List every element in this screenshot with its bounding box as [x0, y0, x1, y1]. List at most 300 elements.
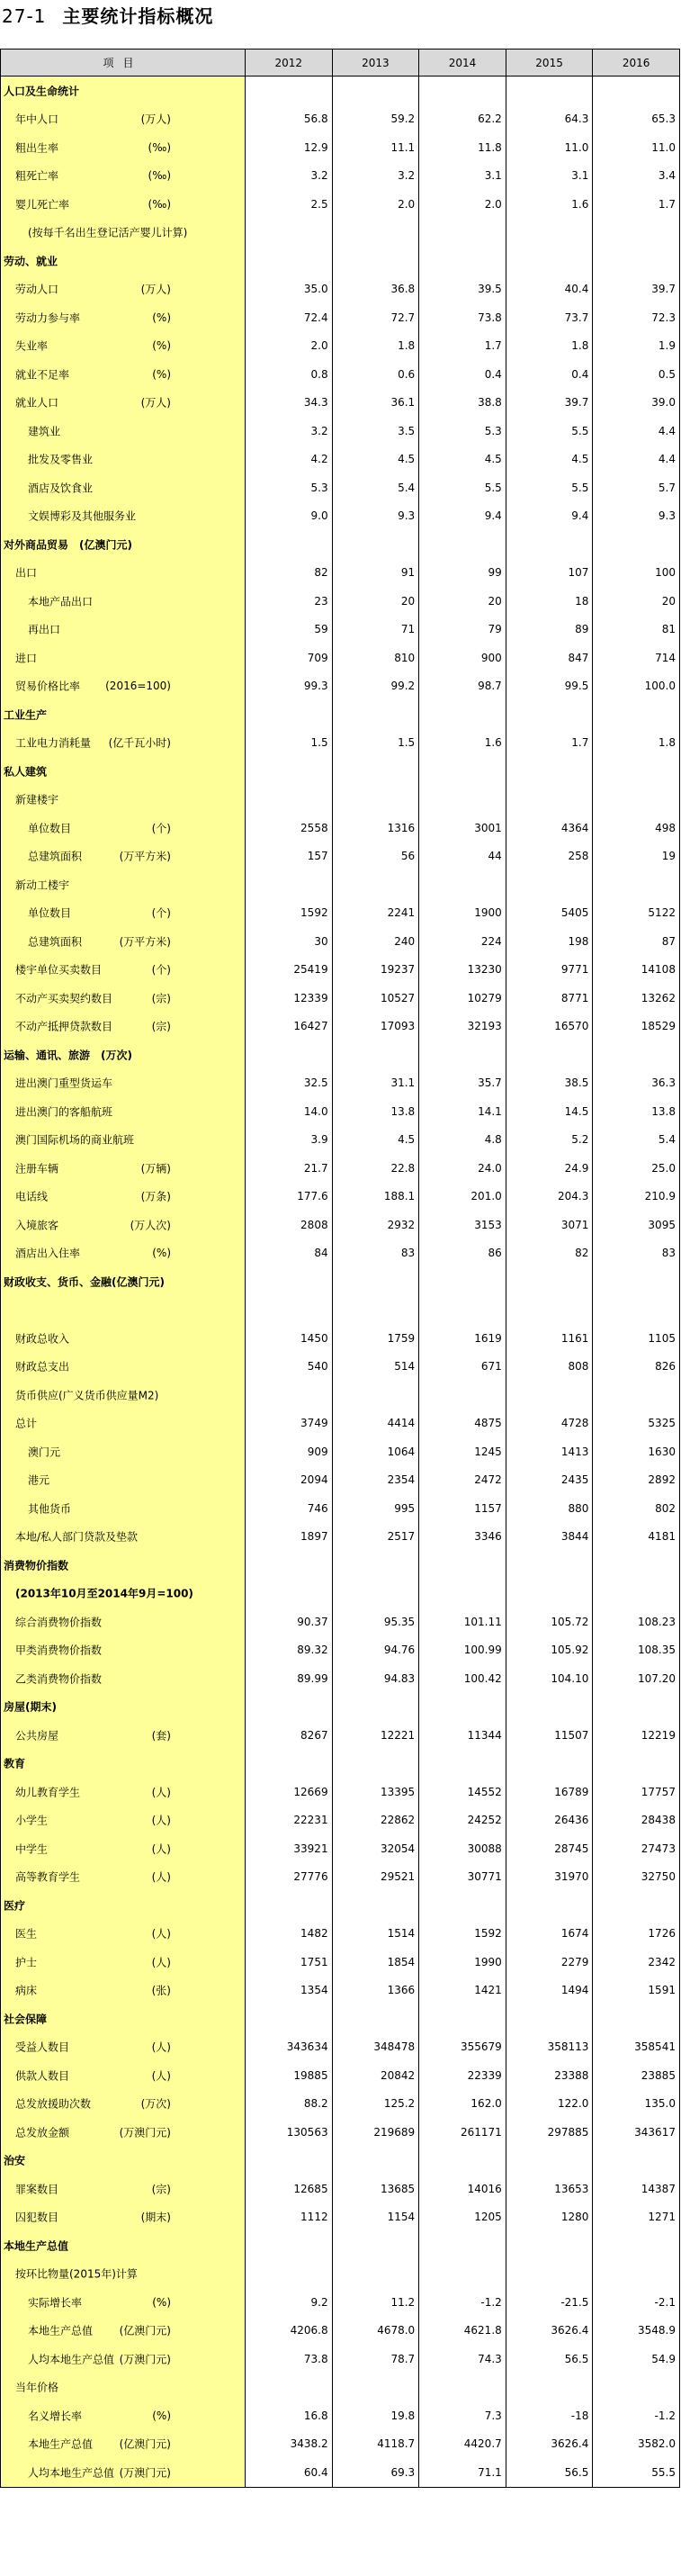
value-cell: 36.1: [332, 389, 419, 418]
table-row: [1, 2203, 680, 2232]
value-cell: 60.4: [246, 2458, 333, 2487]
value-cell: [246, 1693, 333, 1722]
value-cell: 1161: [506, 1324, 593, 1353]
value-cell: [506, 1551, 593, 1580]
value-cell: 9.0: [246, 502, 333, 531]
value-cell: 22.8: [332, 1154, 419, 1183]
value-cell: [246, 700, 333, 729]
section-row: [1, 1040, 680, 1069]
row-label: 单位数目: [28, 822, 72, 835]
value-cell: 714: [593, 644, 680, 672]
table-row: [1, 1183, 680, 1211]
value-cell: 28438: [593, 1806, 680, 1835]
value-cell: 19.8: [332, 2401, 419, 2430]
value-cell: 71: [332, 616, 419, 644]
row-label: 文娱博彩及其他服务业: [28, 509, 137, 523]
value-cell: [419, 2260, 506, 2289]
value-cell: [593, 2373, 680, 2402]
table-row: [1, 162, 680, 191]
value-cell: 1157: [419, 1494, 506, 1523]
row-label-cell: [1, 389, 246, 418]
value-cell: 157: [246, 842, 333, 871]
value-cell: [246, 1551, 333, 1580]
row-label: 治安: [4, 2154, 26, 2167]
row-label-cell: [1, 77, 246, 105]
value-cell: 3844: [506, 1523, 593, 1552]
value-cell: 5.3: [246, 473, 333, 502]
row-label-cell: [1, 2401, 246, 2430]
row-label-cell: [1, 1920, 246, 1949]
row-label: 就业不足率: [15, 368, 70, 382]
value-cell: 100: [593, 559, 680, 588]
value-cell: 198: [506, 927, 593, 956]
value-cell: 16570: [506, 1013, 593, 1041]
row-label-cell: [1, 360, 246, 389]
value-cell: 26436: [506, 1806, 593, 1835]
value-cell: 709: [246, 644, 333, 672]
row-label: 新建楼宇: [15, 793, 59, 806]
value-cell: [246, 1580, 333, 1608]
table-row: [1, 360, 680, 389]
row-label-cell: [1, 1834, 246, 1863]
table-row: [1, 1381, 680, 1410]
row-unit: (个): [151, 906, 171, 920]
row-unit: (期末): [140, 2211, 171, 2224]
value-cell: 3153: [419, 1211, 506, 1239]
row-label-cell: [1, 2373, 246, 2402]
value-cell: 72.4: [246, 303, 333, 332]
value-cell: 1591: [593, 1977, 680, 2005]
value-cell: 995: [332, 1494, 419, 1523]
value-cell: 3626.4: [506, 2317, 593, 2346]
value-cell: 13653: [506, 2175, 593, 2203]
row-label: 幼儿教育学生: [15, 1786, 81, 1799]
value-cell: 73.8: [419, 303, 506, 332]
table-row: [1, 1013, 680, 1041]
value-cell: [419, 700, 506, 729]
value-cell: 105.92: [506, 1636, 593, 1665]
value-cell: 880: [506, 1494, 593, 1523]
table-row: [1, 2118, 680, 2147]
row-label-cell: [1, 1410, 246, 1438]
value-cell: 84: [246, 1239, 333, 1268]
row-unit: (人): [151, 1870, 171, 1884]
value-cell: 83: [332, 1239, 419, 1268]
row-label-cell: [1, 1523, 246, 1552]
value-cell: 98.7: [419, 672, 506, 701]
value-cell: 38.5: [506, 1069, 593, 1098]
value-cell: 1105: [593, 1324, 680, 1353]
row-label-cell: [1, 247, 246, 275]
row-unit: (万澳门元): [119, 2353, 171, 2366]
value-cell: [332, 700, 419, 729]
row-unit: (亿澳门元): [119, 2324, 171, 2337]
value-cell: 11.2: [332, 2288, 419, 2317]
row-label: 综合消费物价指数: [15, 1616, 103, 1629]
row-label-cell: [1, 2090, 246, 2119]
value-cell: 3438.2: [246, 2430, 333, 2459]
value-cell: 1.7: [506, 729, 593, 758]
value-cell: 3.2: [332, 162, 419, 191]
value-cell: 82: [506, 1239, 593, 1268]
table-row: [1, 2260, 680, 2289]
row-label: 港元: [28, 1473, 50, 1487]
value-cell: [506, 1580, 593, 1608]
value-cell: 21.7: [246, 1154, 333, 1183]
value-cell: [506, 1750, 593, 1779]
value-cell: 11.1: [332, 133, 419, 162]
value-cell: [593, 2231, 680, 2260]
value-cell: 348478: [332, 2033, 419, 2062]
value-cell: 4181: [593, 1523, 680, 1552]
row-label-cell: [1, 2004, 246, 2033]
row-label-cell: [1, 757, 246, 786]
row-label-cell: [1, 1013, 246, 1041]
value-cell: 20: [593, 587, 680, 616]
row-unit: (‰): [148, 140, 171, 154]
value-cell: 94.83: [332, 1664, 419, 1693]
value-cell: [419, 2373, 506, 2402]
value-cell: [246, 530, 333, 559]
value-cell: 4118.7: [332, 2430, 419, 2459]
row-label-cell: [1, 672, 246, 701]
value-cell: [332, 1040, 419, 1069]
value-cell: 14.0: [246, 1097, 333, 1126]
table-number: 27-1: [2, 5, 47, 27]
value-cell: 64.3: [506, 105, 593, 134]
value-cell: 3.2: [246, 417, 333, 446]
value-cell: [593, 1750, 680, 1779]
value-cell: 17093: [332, 1013, 419, 1041]
value-cell: [593, 870, 680, 899]
value-cell: 343634: [246, 2033, 333, 2062]
value-cell: 3.1: [419, 162, 506, 191]
value-cell: 78.7: [332, 2345, 419, 2373]
value-cell: [593, 1693, 680, 1722]
value-cell: [593, 77, 680, 105]
value-cell: [593, 247, 680, 275]
row-label: 注册车辆: [15, 1162, 59, 1175]
row-label-cell: [1, 2033, 246, 2062]
value-cell: [419, 870, 506, 899]
value-cell: [246, 1267, 333, 1296]
row-label: 贸易价格比率: [15, 680, 81, 693]
table-row: [1, 2345, 680, 2373]
value-cell: 27776: [246, 1863, 333, 1892]
table-row: [1, 899, 680, 928]
value-cell: 81: [593, 616, 680, 644]
value-cell: 107.20: [593, 1664, 680, 1693]
table-row: [1, 2458, 680, 2487]
row-unit: (个): [151, 822, 171, 835]
value-cell: [246, 1750, 333, 1779]
value-cell: 40.4: [506, 275, 593, 304]
row-unit: (人): [151, 2040, 171, 2054]
row-label-cell: [1, 587, 246, 616]
value-cell: 130563: [246, 2118, 333, 2147]
value-cell: 32054: [332, 1834, 419, 1863]
row-label-cell: [1, 1608, 246, 1636]
row-label: 批发及零售业: [28, 453, 94, 466]
value-cell: 4.5: [332, 446, 419, 474]
value-cell: 19885: [246, 2061, 333, 2090]
row-label-cell: [1, 219, 246, 248]
value-cell: 1759: [332, 1324, 419, 1353]
table-row: [1, 814, 680, 842]
value-cell: 746: [246, 1494, 333, 1523]
value-cell: 108.35: [593, 1636, 680, 1665]
row-label: 就业人口: [15, 396, 59, 410]
row-unit: (人): [151, 1927, 171, 1941]
row-label-cell: [1, 729, 246, 758]
row-label: 乙类消费物价指数: [15, 1672, 103, 1686]
row-unit: (万平方米): [119, 850, 171, 863]
table-row: [1, 1126, 680, 1155]
statistics-table: [0, 49, 680, 2488]
row-label-cell: [1, 1580, 246, 1608]
value-cell: 12685: [246, 2175, 333, 2203]
value-cell: 9.3: [332, 502, 419, 531]
value-cell: 5.4: [593, 1126, 680, 1155]
table-row: [1, 842, 680, 871]
value-cell: 355679: [419, 2033, 506, 2062]
table-row: [1, 587, 680, 616]
table-header-row: [1, 50, 680, 77]
value-cell: 11.0: [506, 133, 593, 162]
table-row: [1, 644, 680, 672]
row-label-cell: [1, 1977, 246, 2005]
value-cell: 2472: [419, 1466, 506, 1495]
value-cell: 20: [419, 587, 506, 616]
table-row: [1, 870, 680, 899]
row-label-cell: [1, 530, 246, 559]
value-cell: 9.3: [593, 502, 680, 531]
value-cell: 65.3: [593, 105, 680, 134]
table-row: [1, 417, 680, 446]
section-row: [1, 2004, 680, 2033]
value-cell: 1.8: [506, 332, 593, 361]
value-cell: 73.8: [246, 2345, 333, 2373]
value-cell: 258: [506, 842, 593, 871]
value-cell: -18: [506, 2401, 593, 2430]
row-label-cell: [1, 275, 246, 304]
row-label: 出口: [15, 566, 38, 580]
value-cell: 0.4: [419, 360, 506, 389]
row-label-cell: [1, 786, 246, 815]
table-row: [1, 2175, 680, 2203]
value-cell: 1112: [246, 2203, 333, 2232]
table-row: [1, 2090, 680, 2119]
value-cell: 35.7: [419, 1069, 506, 1098]
row-label: 入境旅客: [15, 1219, 59, 1232]
value-cell: 0.6: [332, 360, 419, 389]
table-row: [1, 1466, 680, 1495]
value-cell: 2517: [332, 1523, 419, 1552]
value-cell: 94.76: [332, 1636, 419, 1665]
value-cell: 100.99: [419, 1636, 506, 1665]
value-cell: 210.9: [593, 1183, 680, 1211]
value-cell: 5.4: [332, 473, 419, 502]
row-label: 总发放金额: [15, 2126, 70, 2139]
section-row: [1, 2231, 680, 2260]
table-row: [1, 219, 680, 248]
value-cell: [246, 1296, 333, 1325]
value-cell: 83: [593, 1239, 680, 1268]
value-cell: 177.6: [246, 1183, 333, 1211]
value-cell: 5325: [593, 1410, 680, 1438]
table-row: [1, 1778, 680, 1806]
value-cell: 122.0: [506, 2090, 593, 2119]
value-cell: 14108: [593, 956, 680, 985]
value-cell: 99.5: [506, 672, 593, 701]
row-label-cell: [1, 1154, 246, 1183]
value-cell: 39.5: [419, 275, 506, 304]
header-year: 2012: [246, 50, 333, 77]
value-cell: 32.5: [246, 1069, 333, 1098]
value-cell: 39.0: [593, 389, 680, 418]
row-label-cell: [1, 927, 246, 956]
table-row: [1, 559, 680, 588]
value-cell: [332, 1296, 419, 1325]
row-label-cell: [1, 1863, 246, 1892]
row-label-cell: [1, 2345, 246, 2373]
row-label-cell: [1, 105, 246, 134]
row-label-cell: [1, 1551, 246, 1580]
value-cell: 44: [419, 842, 506, 871]
value-cell: [593, 2004, 680, 2033]
value-cell: [506, 2004, 593, 2033]
value-cell: 13.8: [332, 1097, 419, 1126]
row-label: 当年价格: [15, 2381, 59, 2394]
value-cell: [332, 219, 419, 248]
value-cell: 100.0: [593, 672, 680, 701]
section-row: [1, 757, 680, 786]
value-cell: 38.8: [419, 389, 506, 418]
value-cell: 4.2: [246, 446, 333, 474]
row-unit: (%): [152, 339, 171, 353]
row-label-cell: [1, 984, 246, 1013]
row-label: 财政收支、货币、金融(亿澳门元): [4, 1275, 165, 1289]
value-cell: [246, 786, 333, 815]
value-cell: [332, 870, 419, 899]
value-cell: 4206.8: [246, 2317, 333, 2346]
value-cell: 358113: [506, 2033, 593, 2062]
value-cell: 30088: [419, 1834, 506, 1863]
row-label: 进出澳门的客船航班: [15, 1105, 113, 1119]
value-cell: 19: [593, 842, 680, 871]
value-cell: [332, 2231, 419, 2260]
value-cell: [419, 1551, 506, 1580]
value-cell: [419, 2231, 506, 2260]
table-row: [1, 2033, 680, 2062]
value-cell: [419, 1381, 506, 1410]
value-cell: 91: [332, 559, 419, 588]
row-unit: (人): [151, 1956, 171, 1969]
value-cell: 1482: [246, 1920, 333, 1949]
value-cell: 1.6: [506, 190, 593, 219]
value-cell: 1726: [593, 1920, 680, 1949]
row-unit: (人): [151, 1814, 171, 1827]
value-cell: 69.3: [332, 2458, 419, 2487]
table-row: [1, 332, 680, 361]
value-cell: [332, 757, 419, 786]
value-cell: 2342: [593, 1948, 680, 1977]
table-row: [1, 1608, 680, 1636]
value-cell: [246, 219, 333, 248]
row-label-cell: [1, 899, 246, 928]
row-unit: (%): [152, 1247, 171, 1260]
value-cell: 71.1: [419, 2458, 506, 2487]
row-label: 社会保障: [4, 2013, 48, 2026]
table-row: [1, 927, 680, 956]
value-cell: 0.4: [506, 360, 593, 389]
table-row: [1, 1353, 680, 1382]
value-cell: 1.9: [593, 332, 680, 361]
row-label: 私人建筑: [4, 765, 48, 779]
row-label: 本地产品出口: [28, 595, 94, 608]
value-cell: 204.3: [506, 1183, 593, 1211]
value-cell: 162.0: [419, 2090, 506, 2119]
value-cell: 13262: [593, 984, 680, 1013]
row-label-cell: [1, 1267, 246, 1296]
value-cell: 5.7: [593, 473, 680, 502]
table-row: [1, 1211, 680, 1239]
row-label: 建筑业: [28, 425, 61, 438]
value-cell: [332, 77, 419, 105]
value-cell: 13230: [419, 956, 506, 985]
row-label: 教育: [4, 1757, 26, 1770]
value-cell: 29521: [332, 1863, 419, 1892]
row-label: 消费物价指数: [4, 1559, 69, 1572]
value-cell: 72.3: [593, 303, 680, 332]
value-cell: 3.9: [246, 1126, 333, 1155]
table-row: [1, 1296, 680, 1325]
value-cell: 39.7: [593, 275, 680, 304]
value-cell: 9.4: [419, 502, 506, 531]
value-cell: 2241: [332, 899, 419, 928]
value-cell: 36.8: [332, 275, 419, 304]
value-cell: [246, 2260, 333, 2289]
row-label-cell: [1, 1324, 246, 1353]
row-label: 失业率: [15, 339, 49, 353]
table-row: [1, 1806, 680, 1835]
row-label-cell: [1, 1239, 246, 1268]
row-label-cell: [1, 417, 246, 446]
table-row: [1, 1948, 680, 1977]
value-cell: 240: [332, 927, 419, 956]
row-label: 财政总收入: [15, 1332, 70, 1346]
table-row: [1, 616, 680, 644]
row-label: 医疗: [4, 1899, 26, 1913]
row-label-cell: [1, 1183, 246, 1211]
value-cell: 27473: [593, 1834, 680, 1863]
table-row: [1, 2061, 680, 2090]
row-label-cell: [1, 2458, 246, 2487]
value-cell: 12221: [332, 1721, 419, 1750]
value-cell: 1.6: [419, 729, 506, 758]
row-label-cell: [1, 1466, 246, 1495]
row-unit: (万人次): [130, 1219, 171, 1232]
value-cell: 514: [332, 1353, 419, 1382]
value-cell: 0.8: [246, 360, 333, 389]
value-cell: 33921: [246, 1834, 333, 1863]
section-row: [1, 247, 680, 275]
row-label-cell: [1, 1040, 246, 1069]
value-cell: [593, 2260, 680, 2289]
value-cell: 8267: [246, 1721, 333, 1750]
value-cell: [246, 247, 333, 275]
table-row: [1, 105, 680, 134]
